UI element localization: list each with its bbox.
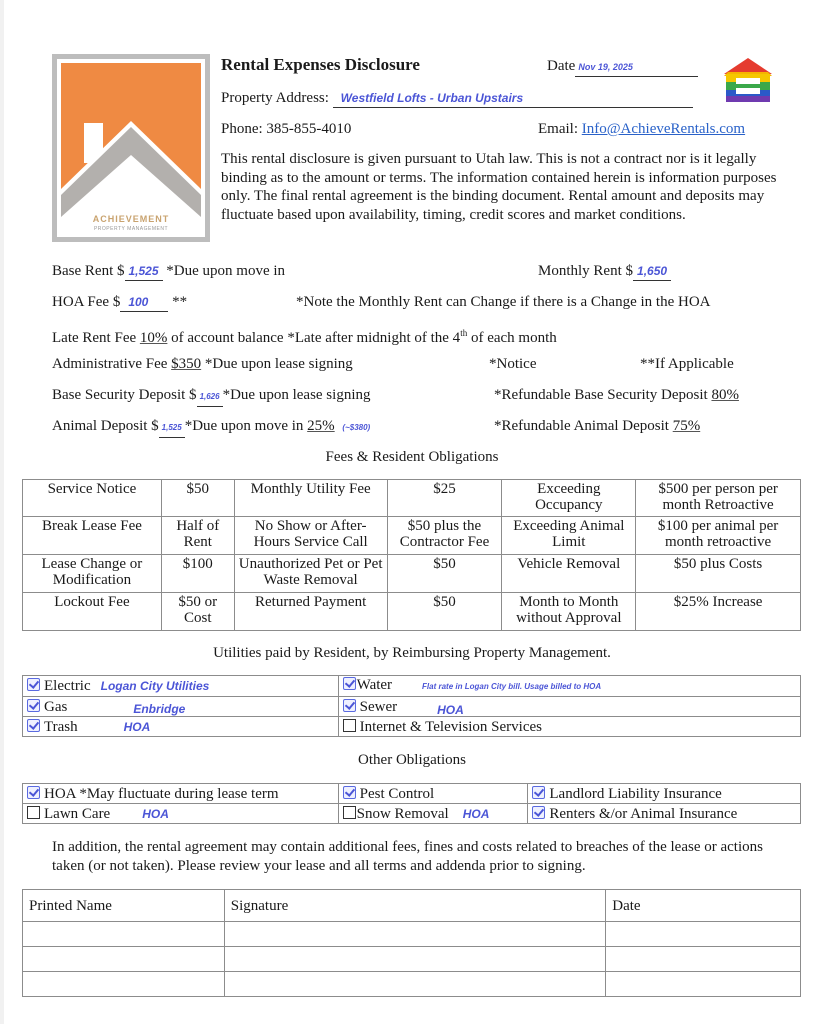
date-cell[interactable] bbox=[606, 922, 801, 947]
hoa-change-note: *Note the Monthly Rent can Change if there is a Change in the HOA bbox=[296, 294, 711, 310]
checkbox-checked[interactable] bbox=[27, 699, 40, 712]
signature-table bbox=[22, 889, 801, 997]
other-renters-insurance: Renters &/or Animal Insurance bbox=[528, 804, 801, 824]
utility-water: Water Flat rate in Logan City bill. Usage billed to HOA bbox=[338, 676, 800, 697]
animal-deposit-field[interactable]: 1,525 bbox=[159, 417, 185, 438]
printed-name-cell[interactable] bbox=[23, 947, 225, 972]
equal-housing-icon bbox=[722, 56, 774, 109]
logo-subtext: PROPERTY MANAGEMENT bbox=[93, 226, 169, 232]
company-logo bbox=[52, 54, 210, 242]
other-lawn-care: Lawn Care HOA bbox=[23, 804, 339, 824]
table-row bbox=[23, 784, 801, 804]
utility-internet: Internet & Television Services bbox=[338, 717, 800, 737]
security-deposit-line: Base Security Deposit $ 1,626 *Due upon lease signing bbox=[52, 386, 370, 407]
table-row bbox=[23, 947, 801, 972]
obligations-title: Fees & Resident Obligations bbox=[325, 449, 499, 465]
refundable-animal-line: *Refundable Animal Deposit 75% bbox=[494, 418, 701, 434]
checkbox-unchecked[interactable] bbox=[343, 719, 356, 732]
animal-deposit-line: Animal Deposit $ 1,525 *Due upon move in 25% (~$380) bbox=[52, 417, 370, 438]
email-label: Email: bbox=[538, 121, 578, 137]
logo-text: ACHIEVEMENT bbox=[92, 214, 170, 224]
base-rent-line: Base Rent $ 1,525 *Due upon move in bbox=[52, 263, 286, 279]
email-link[interactable]: Info@AchieveRentals.com bbox=[581, 121, 746, 137]
table-header-row bbox=[23, 890, 801, 922]
base-rent-field[interactable]: 1,525 bbox=[125, 262, 163, 281]
utilities-table bbox=[22, 675, 801, 737]
checkbox-checked[interactable] bbox=[343, 677, 356, 690]
utility-electric: Electric Logan City Utilities bbox=[23, 676, 339, 697]
notice-legend: *Notice bbox=[489, 356, 537, 372]
email-row bbox=[538, 120, 745, 138]
page-title: Rental Expenses Disclosure bbox=[221, 55, 420, 74]
checkbox-checked[interactable] bbox=[27, 786, 40, 799]
date-field[interactable]: Nov 19, 2025 bbox=[575, 57, 698, 77]
other-hoa: HOA *May fluctuate during lease term bbox=[23, 784, 339, 804]
security-deposit-field[interactable]: 1,626 bbox=[197, 386, 223, 407]
checkbox-checked[interactable] bbox=[343, 699, 356, 712]
printed-name-cell[interactable] bbox=[23, 972, 225, 997]
closing-text: In addition, the rental agreement may contain additional fees, fines and costs related to breaches of the lease or actions taken (or not taken). Please review your lease and all terms and addenda prior to signing. bbox=[52, 839, 763, 874]
other-obligations-table bbox=[22, 783, 801, 824]
checkbox-checked[interactable] bbox=[27, 678, 40, 691]
checkbox-checked[interactable] bbox=[532, 786, 545, 799]
phone-text: Phone: 385-855-4010 bbox=[221, 121, 352, 137]
utilities-title: Utilities paid by Resident, by Reimbursing Property Management. bbox=[213, 645, 611, 661]
obligations-table bbox=[22, 479, 801, 631]
printed-name-cell[interactable] bbox=[23, 922, 225, 947]
admin-fee-line: Administrative Fee $350 *Due upon lease signing bbox=[52, 356, 353, 372]
utility-sewer: Sewer $_{HOA}$ bbox=[338, 697, 800, 717]
date-cell[interactable] bbox=[606, 972, 801, 997]
page-edge bbox=[0, 0, 4, 1024]
signature-cell[interactable] bbox=[224, 972, 605, 997]
date-cell[interactable] bbox=[606, 947, 801, 972]
address-row bbox=[221, 89, 693, 108]
animal-adjust-note: (~$380) bbox=[342, 423, 371, 432]
signature-cell[interactable] bbox=[224, 947, 605, 972]
address-field[interactable]: Westfield Lofts - Urban Upstairs bbox=[333, 89, 693, 108]
checkbox-checked[interactable] bbox=[27, 719, 40, 732]
table-row bbox=[23, 972, 801, 997]
table-row: Lockout Fee $50 or Cost Returned Payment $50 Month to Month without Approval $25% Increase bbox=[23, 593, 801, 631]
other-obligations-title: Other Obligations bbox=[358, 752, 466, 768]
date-label: Date bbox=[547, 58, 576, 74]
checkbox-checked[interactable] bbox=[532, 806, 545, 819]
late-fee-line: Late Rent Fee 10% of account balance *Late after midnight of the 4th of each month bbox=[52, 328, 557, 346]
other-landlord-insurance: Landlord Liability Insurance bbox=[528, 784, 801, 804]
refundable-security-line: *Refundable Base Security Deposit 80% bbox=[494, 387, 739, 403]
date-row bbox=[547, 57, 698, 77]
signature-cell[interactable] bbox=[224, 922, 605, 947]
table-row: Break Lease Fee Half of Rent No Show or After-Hours Service Call $50 plus the Contractor Fee Exceeding Animal Limit $100 per animal per month retroactive bbox=[23, 517, 801, 555]
disclaimer-text: This rental disclosure is given pursuant to Utah law. This is not a contract nor is it legally binding as to the amount or terms. The information contained herein is information purposes only. The final rental agreement is the binding document. Rental amount and deposits may fluctuate based upon availability, timing, credit scores and market conditions. bbox=[221, 151, 777, 223]
column-header-signature: Signature bbox=[224, 890, 605, 922]
column-header-date: Date bbox=[606, 890, 801, 922]
utility-trash: Trash HOA bbox=[23, 717, 339, 737]
applicable-legend: **If Applicable bbox=[640, 356, 734, 372]
other-snow-removal: Snow Removal HOA bbox=[338, 804, 528, 824]
hoa-fee-field[interactable]: 100 bbox=[120, 293, 168, 312]
monthly-rent-field[interactable]: 1,650 bbox=[633, 262, 671, 281]
house-logo-icon bbox=[57, 59, 205, 237]
checkbox-unchecked[interactable] bbox=[27, 806, 40, 819]
table-row bbox=[23, 804, 801, 824]
table-row bbox=[23, 922, 801, 947]
checkbox-checked[interactable] bbox=[343, 786, 356, 799]
table-row bbox=[23, 717, 801, 737]
table-row bbox=[23, 697, 801, 717]
utility-gas: Gas Enbridge bbox=[23, 697, 339, 717]
hoa-fee-line: HOA Fee $ 100 ** bbox=[52, 294, 188, 310]
checkbox-unchecked[interactable] bbox=[343, 806, 356, 819]
column-header-printed-name: Printed Name bbox=[23, 890, 225, 922]
table-row: Lease Change or Modification $100 Unauthorized Pet or Pet Waste Removal $50 Vehicle Removal $50 plus Costs bbox=[23, 555, 801, 593]
address-label: Property Address: bbox=[221, 90, 329, 106]
table-row bbox=[23, 676, 801, 697]
monthly-rent-line: Monthly Rent $ 1,650 bbox=[538, 262, 671, 281]
other-pest-control: Pest Control bbox=[338, 784, 528, 804]
table-row: Service Notice $50 Monthly Utility Fee $25 Exceeding Occupancy $500 per person per month Retroactive bbox=[23, 480, 801, 517]
